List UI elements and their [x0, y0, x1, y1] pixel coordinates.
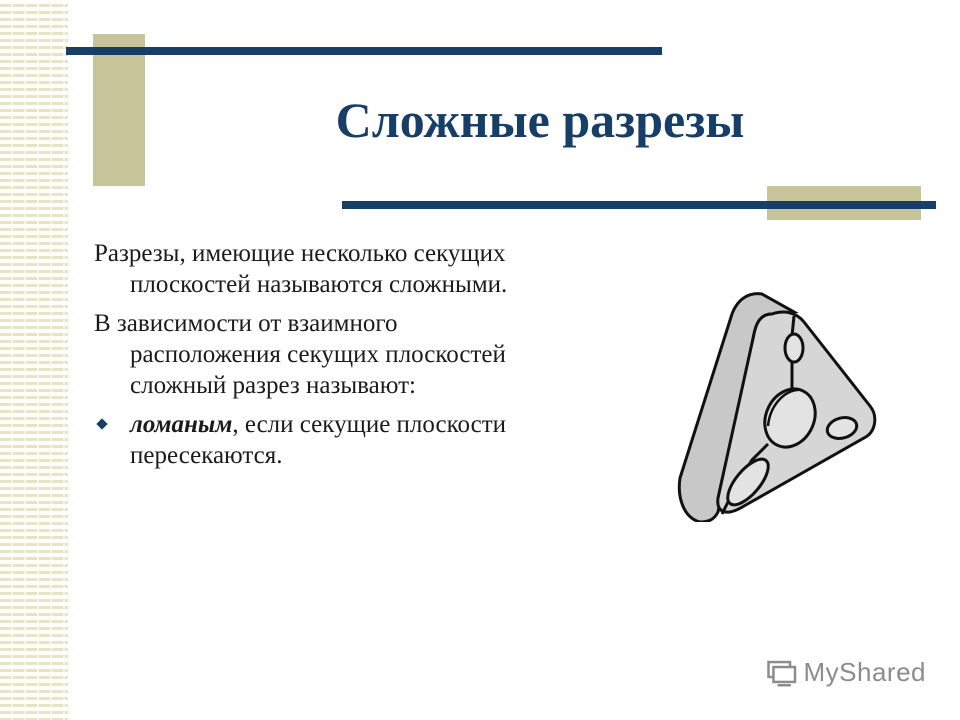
accent-block-top — [93, 34, 145, 186]
slide-title: Сложные разрезы — [335, 92, 745, 148]
slide-body — [94, 238, 514, 471]
bullet-item — [94, 409, 514, 471]
title-rule-bottom — [342, 201, 936, 209]
watermark-logo — [766, 652, 926, 692]
paragraph-classification: В зависимости от взаимного расположения секущих плоскостей сложный разрез называют: — [94, 310, 506, 399]
bullet-term: ломаным — [130, 411, 233, 438]
watermark-text: MyShared — [803, 656, 926, 687]
small-hole — [785, 334, 803, 362]
diamond-bullet-icon — [96, 418, 107, 429]
title-rule-top — [66, 47, 662, 55]
paragraph-definition: Разрезы, имеющие несколько секущих плоскостей называются сложными. — [94, 240, 508, 298]
decorative-stripes — [0, 0, 68, 720]
triangular-part-with-broken-section-icon — [672, 286, 882, 522]
myshared-logo-icon — [766, 654, 798, 690]
bullet-text: , если секущие плоскости пересекаются. — [130, 411, 507, 469]
